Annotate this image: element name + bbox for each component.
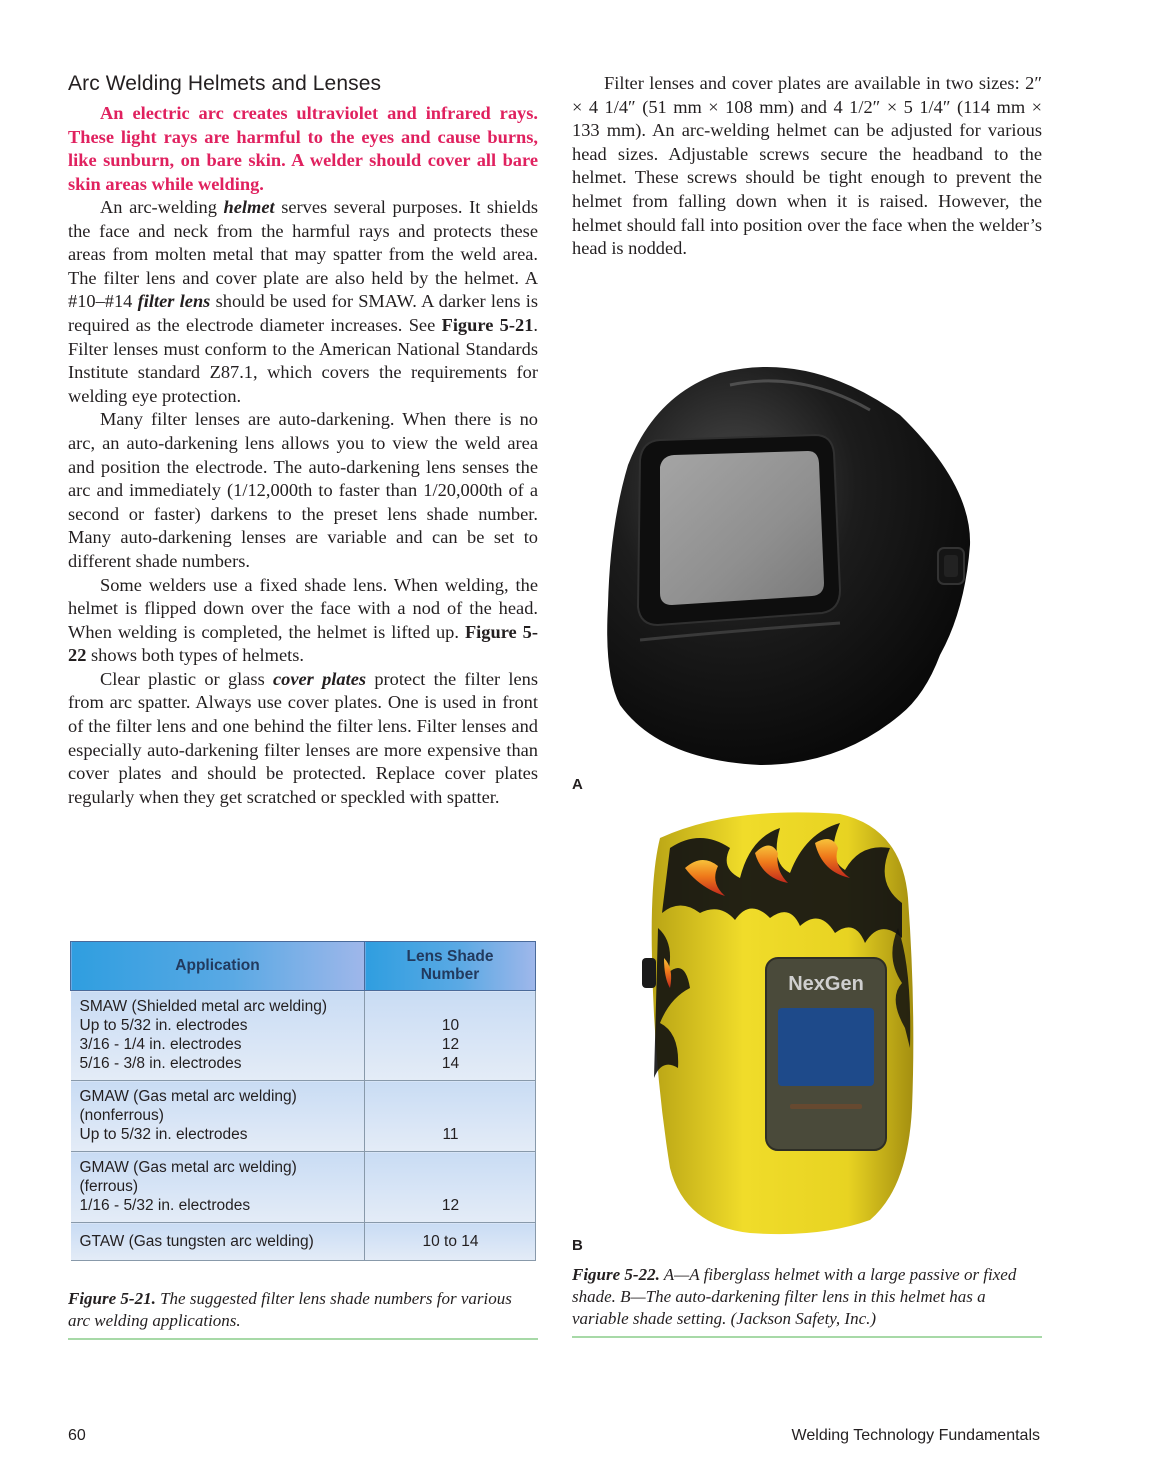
shade-table-container	[70, 941, 536, 1261]
cell-application: GMAW (Gas metal arc welding) (nonferrous) Up to 5/32 in. electrodes	[71, 1081, 365, 1152]
figure-5-22-caption: Figure 5-22. A—A fiberglass helmet with a large passive or fixed shade. B—The auto-darkening filter lens in this helmet has a variable shade setting. (Jackson Safety, Inc.)	[572, 1264, 1042, 1338]
header-lens-shade-number: Lens Shade Number	[365, 942, 536, 991]
cell-shade: 10 12 14	[365, 991, 536, 1081]
section-title: Arc Welding Helmets and Lenses	[68, 72, 382, 95]
helmet-a-lens	[660, 451, 824, 605]
figure-5-21-caption: Figure 5-21. The suggested filter lens shade numbers for various arc welding applications.	[68, 1288, 538, 1340]
table-row	[71, 991, 536, 1081]
right-column	[572, 72, 1042, 261]
figure-label-a: A	[572, 776, 583, 793]
left-column	[68, 72, 538, 809]
figure-ref-5-22[interactable]: Figure 5-22	[68, 621, 539, 666]
paragraph-cover-plates: Clear plastic or glass cover plates protect the filter lens from arc spatter. Always use cover plates. One is used in front of the filter lens and one behind the filter lens. Filter lenses and especially auto-darkening filter lenses are more expensive than cover plates and should be protected. Replace cover plates regularly when they get scratched or speckled with spatter.	[68, 668, 539, 807]
cell-application: GTAW (Gas tungsten arc welding)	[71, 1223, 365, 1261]
helmet-b-brand: NexGen	[788, 973, 864, 995]
paragraph-fixed-shade: Some welders use a fixed shade lens. When welding, the helmet is flipped down over the face with a nod of the head. When welding is completed, the helmet is lifted up. Figure 5-22 shows both types of helmets.	[68, 574, 539, 666]
helmet-b-image	[640, 808, 930, 1240]
term-helmet: helmet	[223, 197, 275, 217]
book-title: Welding Technology Fundamentals	[791, 1427, 1040, 1444]
paragraph-lens-sizes: Filter lenses and cover plates are available in two sizes: 2″ × 4 1/4″ (51 mm × 108 mm) and 4 1/2″ × 5 1/4″ (114 mm × 133 mm). An arc-welding helmet can be adjusted for various head sizes. Adjustable screws secure the headband to the helmet. These screws should be tight enough to prevent the helmet from falling down when it is raised. However, the helmet should fall into position over the face when the welder’s head is nodded.	[572, 73, 1042, 259]
figure-ref-5-21[interactable]: Figure 5-21	[441, 314, 534, 335]
table-row	[71, 1081, 536, 1152]
helmet-b-side-knob	[642, 958, 656, 988]
figure-5-21-label: Figure 5-21.	[68, 1289, 156, 1308]
paragraph-auto-darkening: Many filter lenses are auto-darkening. When there is no arc, an auto-darkening lens allows you to view the weld area and position the electrode. The auto-darkening lens senses the arc and immediately (1/12,000th to faster than 1/20,000th of a second or faster) darkens to the preset lens shade number. Many auto-darkening lenses are variable and can be set to different shade numbers.	[68, 409, 538, 571]
paragraph-helmet: An arc-welding helmet serves several purposes. It shields the face and neck from the harmful rays and protects these areas from molten metal that may spatter from the weld area. The filter lens and cover plate are also held by the helmet. A #10–#14 filter lens should be used for SMAW. A darker lens is required as the electrode diameter increases. See Figure 5-21. Filter lenses must conform to the American National Standards Institute standard Z87.1, which covers the requirements for welding eye protection.	[68, 197, 539, 406]
table-row	[71, 1152, 536, 1223]
helmet-a-image	[600, 355, 980, 775]
lens-shade-table	[70, 941, 536, 1261]
term-filter-lens: filter lens	[137, 291, 211, 312]
cell-application: GMAW (Gas metal arc welding) (ferrous) 1/16 - 5/32 in. electrodes	[71, 1152, 365, 1223]
table-header-row	[71, 942, 536, 991]
safety-warning: An electric arc creates ultraviolet and infrared rays. These light rays are harmful to the eyes and cause burns, like sunburn, on bare skin. A welder should cover all bare skin areas while welding.	[68, 103, 538, 194]
cell-shade: 12	[365, 1152, 536, 1223]
helmet-b-lens	[778, 1008, 874, 1086]
figure-5-22-label: Figure 5-22.	[572, 1265, 660, 1284]
figure-label-b: B	[572, 1237, 583, 1254]
cell-application: SMAW (Shielded metal arc welding) Up to 5/32 in. electrodes 3/16 - 1/4 in. electrodes 5/16 - 3/8 in. electrodes	[71, 991, 365, 1081]
cell-shade: 10 to 14	[365, 1223, 536, 1261]
page-number: 60	[68, 1427, 86, 1444]
term-cover-plates: cover plates	[273, 668, 367, 689]
table-row	[71, 1223, 536, 1261]
cell-shade: 11	[365, 1081, 536, 1152]
header-application: Application	[71, 942, 365, 991]
